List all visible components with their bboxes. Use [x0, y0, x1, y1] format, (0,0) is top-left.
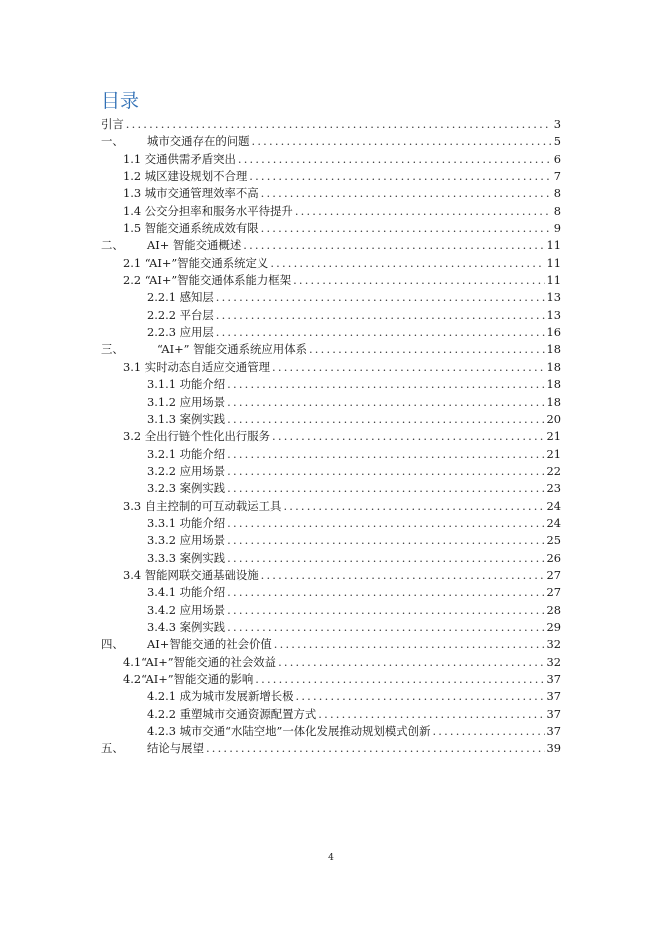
- toc-dot-leader: [243, 237, 544, 254]
- toc-entry-label: 3.2.2 应用场景: [147, 463, 226, 478]
- toc-entry-number: 一、: [101, 134, 124, 149]
- toc-entry-page: 21: [546, 429, 561, 444]
- toc-entry-page: 23: [546, 481, 561, 496]
- toc-entry-number: 四、: [101, 637, 124, 652]
- toc-dot-leader: [216, 324, 545, 341]
- toc-entry-label: 3.1.1 功能介绍: [147, 377, 226, 392]
- toc-entry[interactable]: [101, 394, 561, 411]
- toc-dot-leader: [216, 307, 545, 324]
- toc-entry-label: 3.1 实时动态自适应交通管理: [123, 359, 271, 374]
- toc-entry[interactable]: [101, 550, 561, 567]
- toc-entry[interactable]: [101, 237, 561, 254]
- toc-entry-label: 2.2.3 应用层: [147, 325, 214, 340]
- toc-entry[interactable]: [101, 654, 561, 671]
- toc-dot-leader: [227, 602, 544, 619]
- toc-dot-leader: [296, 688, 545, 705]
- toc-entry-page: 21: [546, 446, 561, 461]
- toc-dot-leader: [227, 532, 544, 549]
- toc-entry[interactable]: [101, 272, 561, 289]
- toc-entry[interactable]: [101, 359, 561, 376]
- toc-entry-label: 3.3 自主控制的可互动载运工具: [123, 498, 282, 513]
- toc-entry-page: 18: [546, 377, 561, 392]
- toc-entry-page: 24: [546, 498, 561, 513]
- toc-entry[interactable]: [101, 289, 561, 306]
- toc-entry-label: 3.2.3 案例实践: [147, 481, 226, 496]
- toc-entry-page: 32: [546, 637, 561, 652]
- toc-entry-label: 3.3.1 功能介绍: [147, 515, 226, 530]
- toc-entry[interactable]: [101, 151, 561, 168]
- toc-dot-leader: [227, 550, 544, 567]
- toc-entry-page: 26: [546, 550, 561, 565]
- toc-entry[interactable]: [101, 116, 561, 133]
- toc-dot-leader: [227, 584, 544, 601]
- toc-entry[interactable]: [101, 255, 561, 272]
- toc-dot-leader: [261, 185, 551, 202]
- toc-entry-label: AI+智能交通的社会价值: [147, 637, 272, 652]
- toc-entry[interactable]: [101, 428, 561, 445]
- toc-entry-page: 8: [553, 203, 561, 218]
- toc-entry-page: 37: [546, 724, 561, 739]
- toc-dot-leader: [293, 272, 544, 289]
- toc-entry-label: 1.5 智能交通系统成效有限: [123, 221, 259, 236]
- toc-entry-page: 13: [546, 290, 561, 305]
- toc-dot-leader: [227, 480, 544, 497]
- toc-entry[interactable]: [101, 706, 561, 723]
- toc-dot-leader: [227, 463, 544, 480]
- toc-entry[interactable]: [101, 532, 561, 549]
- toc-entry-label: 3.3.2 应用场景: [147, 533, 226, 548]
- toc-entry-label: 4.2.1 成为城市发展新增长极: [147, 689, 294, 704]
- toc-entry[interactable]: [101, 463, 561, 480]
- toc-dot-leader: [278, 654, 544, 671]
- toc-dot-leader: [227, 619, 544, 636]
- toc-dot-leader: [295, 203, 551, 220]
- toc-entry-page: 28: [546, 602, 561, 617]
- toc-entry-page: 9: [553, 221, 561, 236]
- toc-entry-label: 4.2.2 重塑城市交通资源配置方式: [147, 706, 317, 721]
- toc-entry-page: 18: [546, 394, 561, 409]
- toc-entry[interactable]: [101, 324, 561, 341]
- toc-entry-label: 城市交通存在的问题: [147, 134, 250, 149]
- toc-entry-page: 3: [553, 117, 561, 131]
- toc-dot-leader: [261, 220, 551, 237]
- toc-entry[interactable]: [101, 584, 561, 601]
- toc-entry-label: 1.4 公交分担率和服务水平待提升: [123, 203, 293, 218]
- toc-entry[interactable]: [101, 515, 561, 532]
- toc-entry-label: 1.1 交通供需矛盾突出: [123, 151, 236, 166]
- toc-entry-label: 3.2.1 功能介绍: [147, 446, 226, 461]
- toc-entry-label: 引言: [101, 117, 124, 131]
- toc-dot-leader: [227, 394, 544, 411]
- toc-entry[interactable]: [101, 688, 561, 705]
- toc-entry-page: 7: [553, 169, 561, 184]
- toc-entry-label: 1.2 城区建设规划不合理: [123, 169, 248, 184]
- toc-entry-page: 29: [546, 619, 561, 634]
- toc-entry-page: 37: [546, 672, 561, 686]
- toc-entry-page: 8: [553, 186, 561, 201]
- toc-dot-leader: [272, 428, 544, 445]
- toc-entry-page: 11: [546, 255, 561, 270]
- toc-dot-leader: [227, 515, 544, 532]
- toc-entry-label: 2.1 “AI+”智能交通系统定义: [123, 255, 269, 270]
- toc-entry-page: 11: [546, 273, 561, 288]
- toc-entry-label: 4.1“AI+”智能交通的社会效益: [123, 654, 277, 669]
- toc-entry[interactable]: [101, 636, 561, 653]
- toc-entry[interactable]: [101, 168, 561, 185]
- toc-dot-leader: [206, 740, 545, 757]
- toc-dot-leader: [274, 636, 545, 653]
- toc-entry-label: 2.2.2 平台层: [147, 307, 214, 322]
- toc-dot-leader: [227, 446, 544, 463]
- toc-entry[interactable]: [101, 185, 561, 202]
- toc-entry-page: 27: [546, 585, 561, 600]
- toc-dot-leader: [272, 359, 544, 376]
- toc-dot-leader: [318, 706, 544, 723]
- toc-entry-label: “AI+” 智能交通系统应用体系: [157, 342, 307, 357]
- toc-entry[interactable]: [101, 567, 561, 584]
- toc-entry[interactable]: [101, 133, 561, 150]
- toc-entry-number: 三、: [101, 342, 124, 357]
- page-number: 4: [328, 853, 334, 863]
- toc-entry-label: AI+ 智能交通概述: [147, 238, 242, 253]
- toc-entry-label: 3.3.3 案例实践: [147, 550, 226, 565]
- toc-entry-page: 20: [546, 411, 561, 426]
- toc-entry[interactable]: [101, 619, 561, 636]
- table-of-contents: [101, 116, 561, 758]
- toc-entry[interactable]: [101, 341, 561, 358]
- toc-entry-page: 6: [553, 151, 561, 166]
- toc-entry[interactable]: [101, 723, 561, 740]
- toc-entry-label: 3.1.3 案例实践: [147, 411, 226, 426]
- toc-entry-label: 1.3 城市交通管理效率不高: [123, 186, 259, 201]
- toc-dot-leader: [432, 723, 544, 740]
- toc-entry[interactable]: [101, 480, 561, 497]
- toc-entry-label: 结论与展望: [147, 741, 204, 756]
- toc-entry[interactable]: [101, 602, 561, 619]
- toc-entry-label: 3.4.1 功能介绍: [147, 585, 226, 600]
- toc-dot-leader: [309, 341, 545, 358]
- toc-entry[interactable]: [101, 740, 561, 757]
- toc-dot-leader: [238, 151, 551, 168]
- toc-title: 目录: [101, 90, 140, 112]
- toc-entry-page: 16: [546, 325, 561, 340]
- toc-entry-page: 24: [546, 515, 561, 530]
- toc-entry-page: 32: [546, 654, 561, 669]
- toc-entry-page: 39: [546, 741, 561, 756]
- toc-dot-leader: [261, 567, 545, 584]
- toc-dot-leader: [252, 133, 551, 150]
- toc-entry-page: 37: [546, 689, 561, 704]
- toc-entry-label: 4.2.3 城市交通“水陆空地”一体化发展推动规划模式创新: [147, 724, 431, 739]
- toc-entry-number: 二、: [101, 238, 124, 253]
- toc-dot-leader: [227, 376, 544, 393]
- toc-entry[interactable]: [101, 671, 561, 688]
- toc-dot-leader: [255, 671, 544, 688]
- toc-dot-leader: [216, 289, 545, 306]
- toc-entry-label: 2.2.1 感知层: [147, 290, 214, 305]
- toc-dot-leader: [270, 255, 544, 272]
- toc-entry-label: 3.4 智能网联交通基础设施: [123, 567, 259, 582]
- toc-entry[interactable]: [101, 446, 561, 463]
- toc-entry-label: 3.4.3 案例实践: [147, 619, 226, 634]
- toc-dot-leader: [249, 168, 551, 185]
- toc-entry-page: 18: [546, 342, 561, 357]
- toc-entry-number: 五、: [101, 741, 124, 756]
- toc-entry-page: 25: [546, 533, 561, 548]
- toc-entry-label: 3.1.2 应用场景: [147, 394, 226, 409]
- toc-entry-page: 22: [546, 463, 561, 478]
- toc-entry[interactable]: [101, 307, 561, 324]
- toc-entry-page: 13: [546, 307, 561, 322]
- toc-entry-page: 11: [546, 238, 561, 253]
- toc-entry[interactable]: [101, 203, 561, 220]
- toc-entry-page: 18: [546, 359, 561, 374]
- toc-entry-label: 4.2“AI+”智能交通的影响: [123, 672, 254, 686]
- toc-dot-leader: [283, 498, 544, 515]
- toc-entry-page: 5: [553, 134, 561, 149]
- toc-entry-label: 2.2 “AI+”智能交通体系能力框架: [123, 273, 292, 288]
- toc-entry[interactable]: [101, 220, 561, 237]
- toc-entry-page: 37: [546, 706, 561, 721]
- toc-entry[interactable]: [101, 498, 561, 515]
- toc-entry[interactable]: [101, 411, 561, 428]
- toc-entry[interactable]: [101, 376, 561, 393]
- toc-entry-label: 3.4.2 应用场景: [147, 602, 226, 617]
- toc-dot-leader: [126, 116, 551, 133]
- toc-dot-leader: [227, 411, 544, 428]
- toc-entry-label: 3.2 全出行链个性化出行服务: [123, 429, 271, 444]
- toc-entry-page: 27: [546, 567, 561, 582]
